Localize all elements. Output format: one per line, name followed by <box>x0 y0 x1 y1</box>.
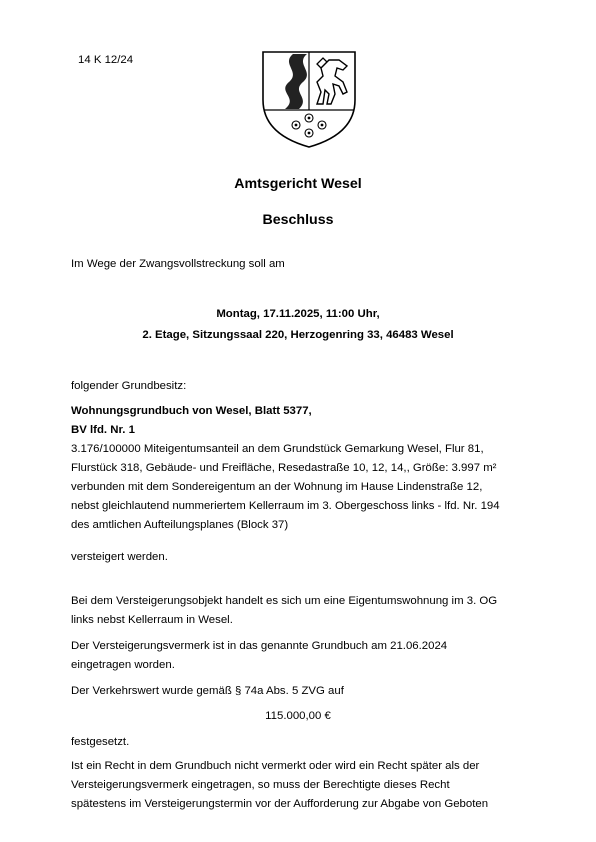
hearing-date: Montag, 17.11.2025, 11:00 Uhr, <box>216 308 380 320</box>
auction-statement: versteigert werden. <box>71 551 168 563</box>
description-line: Flurstück 318, Gebäude- und Freifläche, Resedastraße 10, 12, 14,, Größe: 3.997 m² <box>71 462 497 474</box>
court-title: Amtsgericht Wesel <box>234 176 362 192</box>
property-intro: folgender Grundbesitz: <box>71 380 187 392</box>
case-number: 14 K 12/24 <box>78 54 134 66</box>
description-line: des amtlichen Aufteilungsplanes (Block 37) <box>71 519 289 531</box>
value-intro: Der Verkehrswert wurde gemäß § 74a Abs. 5 ZVG auf <box>71 685 344 697</box>
object-line: Bei dem Versteigerungsobjekt handelt es sich um eine Eigentumswohnung im 3. OG <box>71 595 498 607</box>
rights-line: Versteigerungsvermerk eingetragen, so muss der Berechtigte dieses Recht <box>71 779 450 791</box>
intro-text: Im Wege der Zwangsvollstreckung soll am <box>71 258 285 270</box>
registration-line: Der Versteigerungsvermerk ist in das genannte Grundbuch am 21.06.2024 <box>71 640 448 652</box>
market-value: 115.000,00 € <box>265 710 331 722</box>
bv-number: BV lfd. Nr. 1 <box>71 424 135 436</box>
value-outro: festgesetzt. <box>71 736 130 748</box>
registration-line: eingetragen worden. <box>71 659 175 671</box>
description-line: nebst gleichlautend nummeriertem Kellerraum im 3. Obergeschoss links - lfd. Nr. 194 <box>71 500 500 512</box>
description-line: verbunden mit dem Sondereigentum an der Wohnung im Hause Lindenstraße 12, <box>71 481 483 493</box>
description-line: 3.176/100000 Miteigentumsanteil an dem Grundstück Gemarkung Wesel, Flur 81, <box>71 443 484 455</box>
rights-line: spätestens im Versteigerungstermin vor der Aufforderung zur Abgabe von Geboten <box>71 798 489 810</box>
object-line: links nebst Kellerraum in Wesel. <box>71 614 233 626</box>
hearing-location: 2. Etage, Sitzungssaal 220, Herzogenring 33, 46483 Wesel <box>142 329 454 341</box>
document-type: Beschluss <box>262 212 334 228</box>
land-register: Wohnungsgrundbuch von Wesel, Blatt 5377, <box>71 405 312 417</box>
rights-line: Ist ein Recht in dem Grundbuch nicht vermerkt oder wird ein Recht später als der <box>71 760 480 772</box>
coat-of-arms-icon <box>259 48 359 150</box>
